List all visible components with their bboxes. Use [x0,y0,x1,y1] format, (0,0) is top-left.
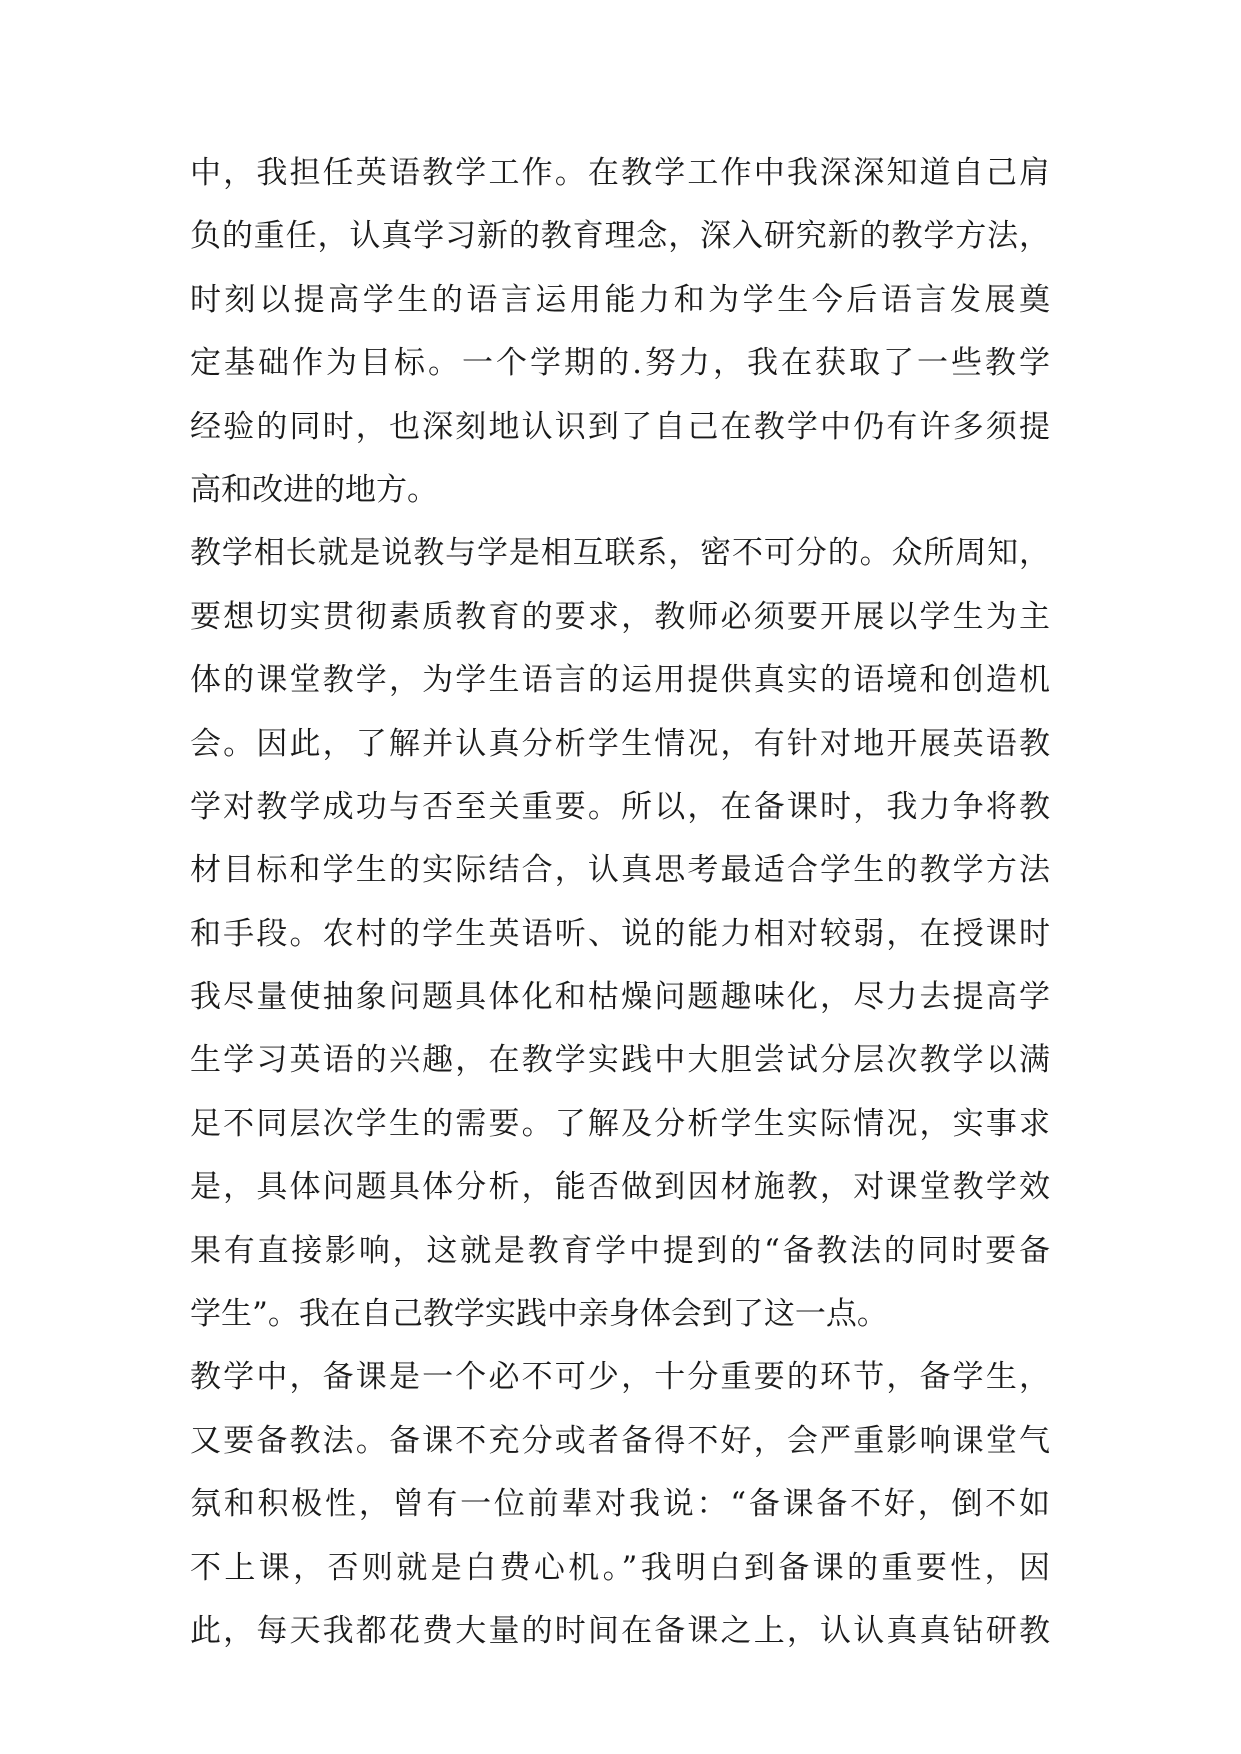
text-line: 体的课堂教学，为学生语言的运用提供真实的语境和创造机 [190,662,1050,699]
text-line: 此，每天我都花费大量的时间在备课之上，认认真真钻研教 [190,1612,1050,1649]
text-line: 学对教学成功与否至关重要。所以，在备课时，我力争将教 [190,788,1050,825]
text-line: 又要备教法。备课不充分或者备得不好，会严重影响课堂气 [190,1422,1050,1459]
text-line: 教学中，备课是一个必不可少，十分重要的环节，备学生， [190,1359,1050,1396]
text-line: 我尽量使抽象问题具体化和枯燥问题趣味化，尽力去提高学 [190,979,1050,1016]
text-line: 高和改进的地方。 [190,471,438,508]
text-line: 材目标和学生的实际结合，认真思考最适合学生的教学方法 [190,852,1050,889]
text-line: 足不同层次学生的需要。了解及分析学生实际情况，实事求 [190,1105,1050,1142]
text-line: 时刻以提高学生的语言运用能力和为学生今后语言发展奠 [190,281,1050,318]
text-line: 定基础作为目标。一个学期的.努力，我在获取了一些教学 [190,345,1050,382]
text-line: 会。因此，了解并认真分析学生情况，有针对地开展英语教 [190,725,1050,762]
text-line: 学生”。我在自己教学实践中亲身体会到了这一点。 [190,1296,888,1333]
text-line: 果有直接影响，这就是教育学中提到的“备教法的同时要备 [190,1232,1050,1269]
text-line: 中，我担任英语教学工作。在教学工作中我深深知道自己肩 [190,155,1050,191]
text-line: 经验的同时，也深刻地认识到了自己在教学中仍有许多须提 [190,408,1050,445]
body-text [190,142,1050,1663]
text-line: 要想切实贯彻素质教育的要求，教师必须要开展以学生为主 [190,598,1050,635]
text-line: 是，具体问题具体分析，能否做到因材施教，对课堂教学效 [190,1169,1050,1206]
text-line: 氛和积极性，曾有一位前辈对我说：“备课备不好，倒不如 [190,1486,1050,1523]
text-line: 教学相长就是说教与学是相互联系，密不可分的。众所周知， [190,535,1050,572]
text-line: 和手段。农村的学生英语听、说的能力相对较弱，在授课时 [190,915,1050,952]
text-line: 负的重任，认真学习新的教育理念，深入研究新的教学方法， [190,218,1050,255]
text-line: 不上课，否则就是白费心机。”我明白到备课的重要性，因 [190,1549,1050,1586]
text-line: 生学习英语的兴趣，在教学实践中大胆尝试分层次教学以满 [190,1042,1050,1079]
